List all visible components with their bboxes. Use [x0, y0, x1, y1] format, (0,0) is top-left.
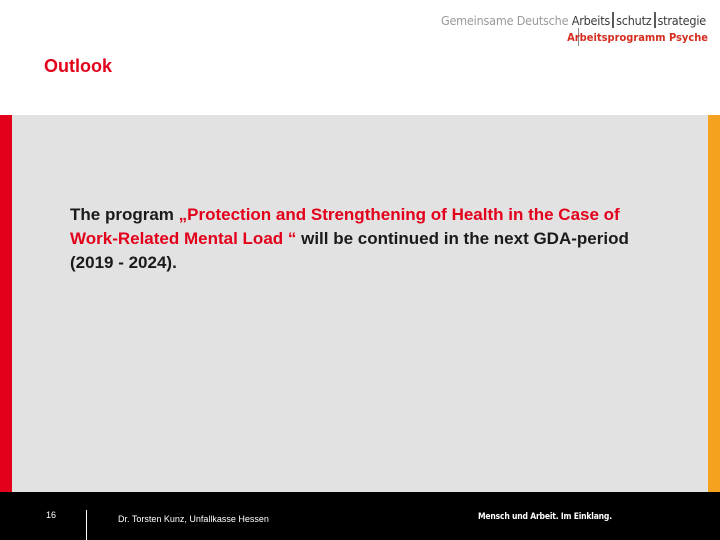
footer-slogan: Mensch und Arbeit. Im Einklang. — [478, 512, 612, 522]
body-continuation: will be continued in the next GDA-period (2019 - 2024). — [70, 229, 629, 272]
footer-bar — [0, 492, 720, 540]
logo-wordmark — [441, 12, 706, 28]
body-intro: The program — [70, 205, 179, 224]
content-panel — [12, 115, 708, 492]
logo-separator — [612, 12, 614, 28]
gda-logo — [440, 8, 708, 46]
right-accent-stripe — [708, 115, 720, 492]
program-name: „Protection and Strengthening of Health in the Case of Work-Related Mental Load “ — [70, 205, 620, 248]
logo-subtitle: Arbeitsprogramm Psyche — [567, 31, 708, 44]
footer-author: Dr. Torsten Kunz, Unfallkasse Hessen — [118, 514, 269, 524]
slide-title: Outlook — [44, 56, 112, 76]
footer-divider — [86, 510, 87, 540]
left-accent-stripe — [0, 115, 12, 492]
page-number: 16 — [46, 510, 57, 520]
logo-text-part3: schutz — [616, 13, 652, 28]
logo-text-part4: strategie — [657, 13, 706, 28]
logo-text-part2: Arbeits — [571, 13, 611, 28]
body-text — [70, 203, 670, 275]
logo-separator — [654, 12, 656, 28]
logo-text-part1: Gemeinsame Deutsche — [440, 13, 569, 28]
